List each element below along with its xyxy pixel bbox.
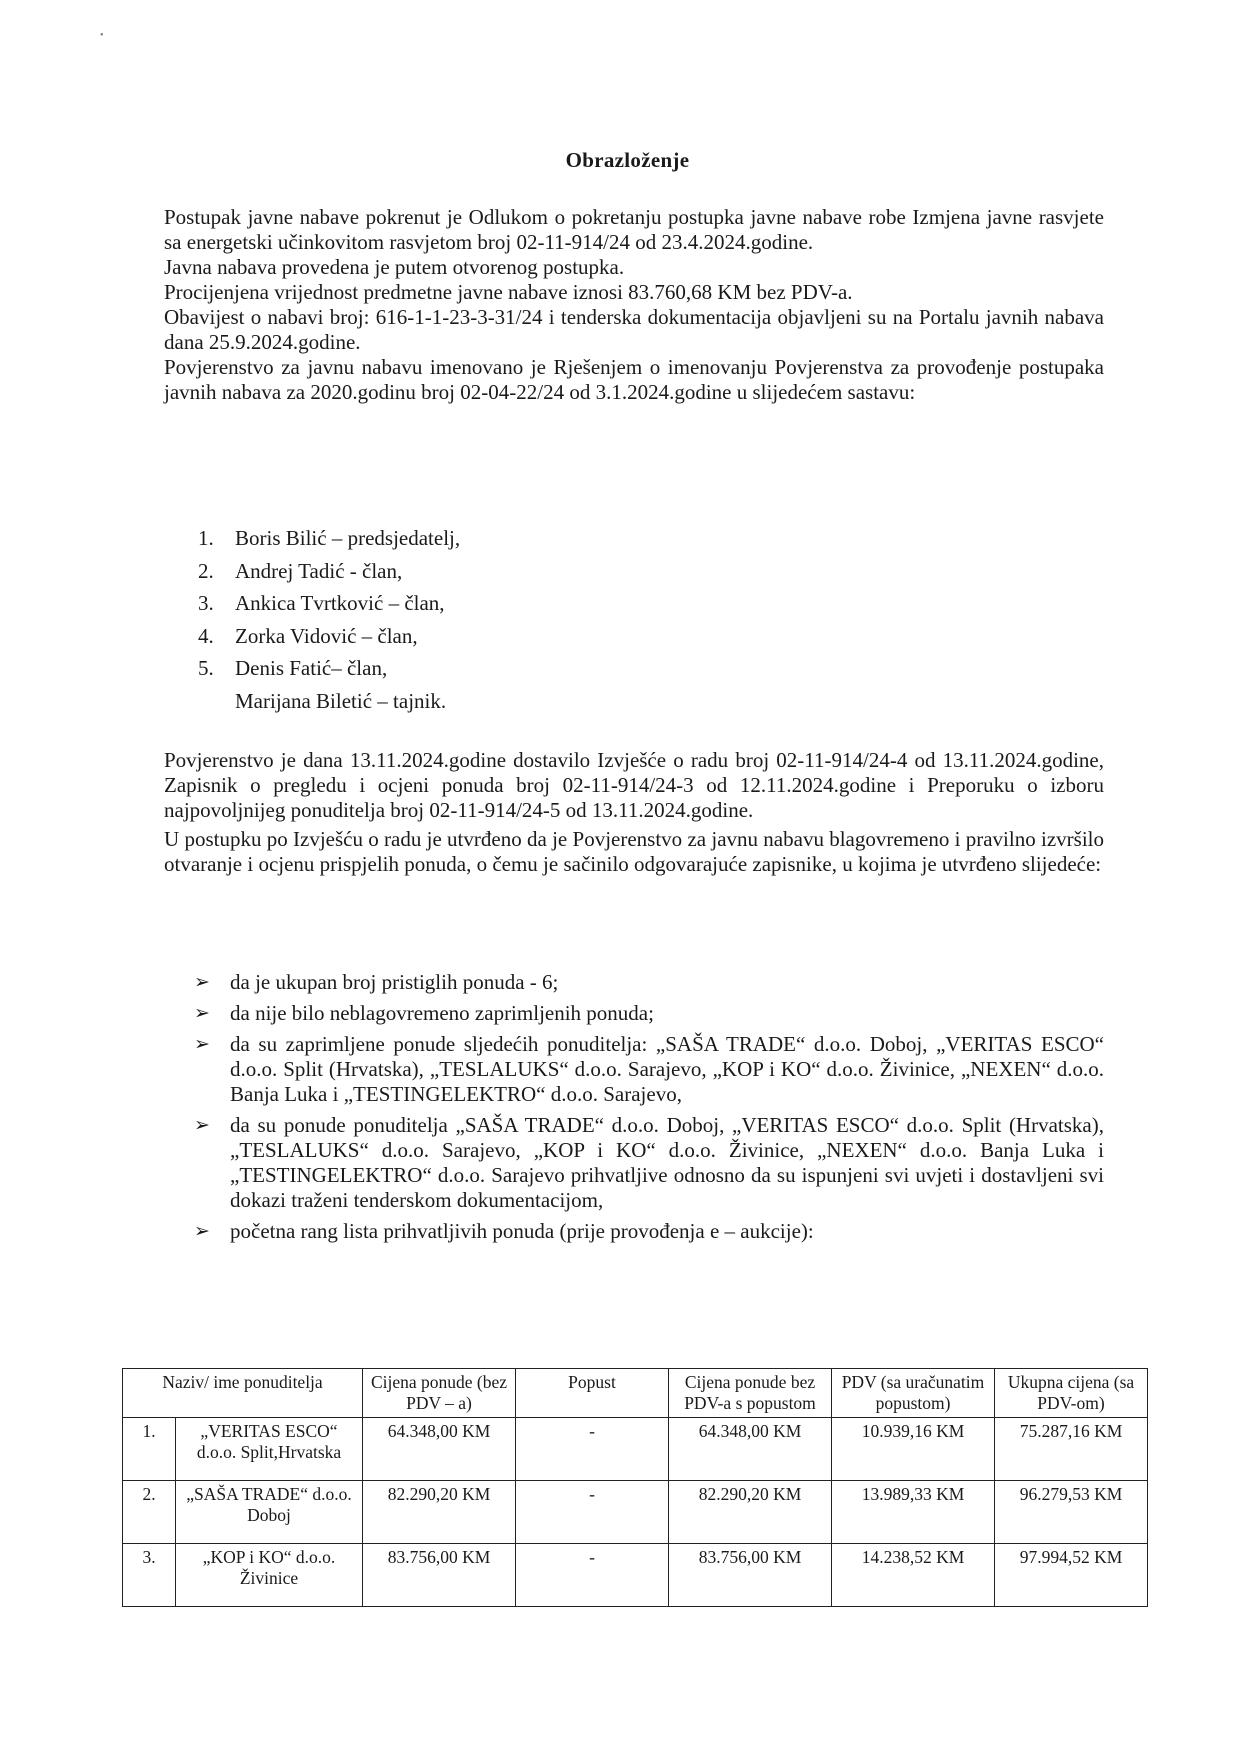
finding-item: ➢ da nije bilo neblagovremeno zaprimljenih ponuda; <box>194 1001 654 1025</box>
findings-list <box>194 970 1104 1250</box>
header-name: Naziv/ ime ponuditelja <box>123 1369 363 1418</box>
bid-total: 96.279,53 KM <box>995 1481 1148 1544</box>
committee-list <box>198 522 460 717</box>
committee-secretary: Marijana Biletić – tajnik. <box>235 688 447 713</box>
row-index: 3. <box>123 1544 176 1607</box>
table-row <box>123 1544 1148 1607</box>
ranking-table <box>122 1368 1148 1607</box>
bid-vat: 10.939,16 KM <box>832 1418 995 1481</box>
committee-member: 1. Boris Bilić – predsjedatelj, <box>198 526 461 550</box>
table-row <box>123 1481 1148 1544</box>
report-section <box>164 748 1104 877</box>
bid-price: 83.756,00 KM <box>363 1544 516 1607</box>
header-discount: Popust <box>516 1369 669 1418</box>
row-index: 1. <box>123 1418 176 1481</box>
intro-paragraph: Javna nabava provedena je putem otvorenog postupka. <box>164 255 625 279</box>
bid-price: 82.290,20 KM <box>363 1481 516 1544</box>
committee-member: 3. Ankica Tvrtković – član, <box>198 591 445 615</box>
report-paragraph: U postupku po Izvješću o radu je utvrđeno da je Povjerenstvo za javnu nabavu blagovremeno i pravilno izvršilo otvaranje i ocjenu prispjelih ponuda, o čemu je sačinilo odgovarajuće zapisnike, u kojima je utvrđeno slijedeće: <box>164 827 1104 876</box>
scan-speck: • <box>100 30 104 41</box>
intro-paragraph: Postupak javne nabave pokrenut je Odlukom o pokretanju postupka javne nabave robe Izmjena javne rasvjete sa energetski učinkovitom rasvjetom broj 02-11-914/24 od 23.4.2024.godine. <box>164 205 1104 254</box>
finding-item: ➢ da su ponude ponuditelja „SAŠA TRADE“ d.o.o. Doboj, „VERITAS ESCO“ d.o.o. Split (Hrvatska), „TESLALUKS“ d.o.o. Sarajevo, „KOP i KO“ d.o.o. Živinice, „NEXEN“ d.o.o. Banja Luka i „TESTINGELEKTRO“ d.o.o. Sarajevo prihvatljive odnosno da su ispunjeni svi uvjeti i dostavljeni svi dokazi traženi tenderskom dokumentacijom, <box>194 1113 1104 1212</box>
header-price-discounted: Cijena ponude bez PDV-a s popustom <box>669 1369 832 1418</box>
bid-price-discounted: 83.756,00 KM <box>669 1544 832 1607</box>
report-paragraph: Povjerenstvo je dana 13.11.2024.godine dostavilo Izvješće o radu broj 02-11-914/24-4 od 13.11.2024.godine, Zapisnik o pregledu i ocjeni ponuda broj 02-11-914/24-3 od 12.11.2024.godine i Preporuku o izboru najpovoljnijeg ponuditelja broj 02-11-914/24-5 od 13.11.2024.godine. <box>164 748 1104 822</box>
bid-price: 64.348,00 KM <box>363 1418 516 1481</box>
arrow-bullet-icon: ➢ <box>194 972 210 993</box>
header-vat: PDV (sa uračunatim popustom) <box>832 1369 995 1418</box>
committee-member: 4. Zorka Vidović – član, <box>198 623 418 648</box>
bidder-name: „SAŠA TRADE“ d.o.o. Doboj <box>176 1481 363 1544</box>
finding-item: ➢ da je ukupan broj pristiglih ponuda - 6; <box>194 970 559 994</box>
intro-paragraph: Procijenjena vrijednost predmetne javne nabave iznosi 83.760,68 KM bez PDV-a. <box>164 280 853 304</box>
arrow-bullet-icon: ➢ <box>194 1115 210 1136</box>
table-header-row <box>123 1369 1148 1418</box>
bid-total: 97.994,52 KM <box>995 1544 1148 1607</box>
bid-vat: 14.238,52 KM <box>832 1544 995 1607</box>
finding-item: ➢ početna rang lista prihvatljivih ponuda (prije provođenja e – aukcije): <box>194 1219 814 1243</box>
bid-vat: 13.989,33 KM <box>832 1481 995 1544</box>
bid-total: 75.287,16 KM <box>995 1418 1148 1481</box>
bid-discount: - <box>516 1418 669 1481</box>
bid-discount: - <box>516 1481 669 1544</box>
row-index: 2. <box>123 1481 176 1544</box>
committee-member: 2. Andrej Tadić - član, <box>198 558 403 583</box>
bid-discount: - <box>516 1544 669 1607</box>
header-total: Ukupna cijena (sa PDV-om) <box>995 1369 1148 1418</box>
intro-section <box>164 205 1104 405</box>
header-price: Cijena ponude (bez PDV – a) <box>363 1369 516 1418</box>
finding-item: ➢ da su zaprimljene ponude sljedećih ponuditelja: „SAŠA TRADE“ d.o.o. Doboj, „VERITAS ESCO“ d.o.o. Split (Hrvatska), „TESLALUKS“ d.o.o. Sarajevo, „KOP i KO“ d.o.o. Živinice, „NEXEN“ d.o.o. Banja Luka i „TESTINGELEKTRO“ d.o.o. Sarajevo, <box>194 1032 1104 1106</box>
page-title: Obrazloženje <box>565 148 690 172</box>
arrow-bullet-icon: ➢ <box>194 1034 210 1055</box>
committee-member: 5. Denis Fatić– član, <box>198 656 388 680</box>
table-row <box>123 1418 1148 1481</box>
bidder-name: „KOP i KO“ d.o.o. Živinice <box>176 1544 363 1607</box>
bidder-name: „VERITAS ESCO“ d.o.o. Split,Hrvatska <box>176 1418 363 1481</box>
bid-price-discounted: 82.290,20 KM <box>669 1481 832 1544</box>
bid-price-discounted: 64.348,00 KM <box>669 1418 832 1481</box>
arrow-bullet-icon: ➢ <box>194 1221 210 1242</box>
arrow-bullet-icon: ➢ <box>194 1003 210 1024</box>
intro-paragraph: Obavijest o nabavi broj: 616-1-1-23-3-31/24 i tenderska dokumentacija objavljeni su na Portalu javnih nabava dana 25.9.2024.godine. <box>164 305 1104 354</box>
intro-paragraph: Povjerenstvo za javnu nabavu imenovano je Rješenjem o imenovanju Povjerenstva za provođenje postupaka javnih nabava za 2020.godinu broj 02-04-22/24 od 3.1.2024.godine u slijedećem sastavu: <box>164 355 1104 404</box>
